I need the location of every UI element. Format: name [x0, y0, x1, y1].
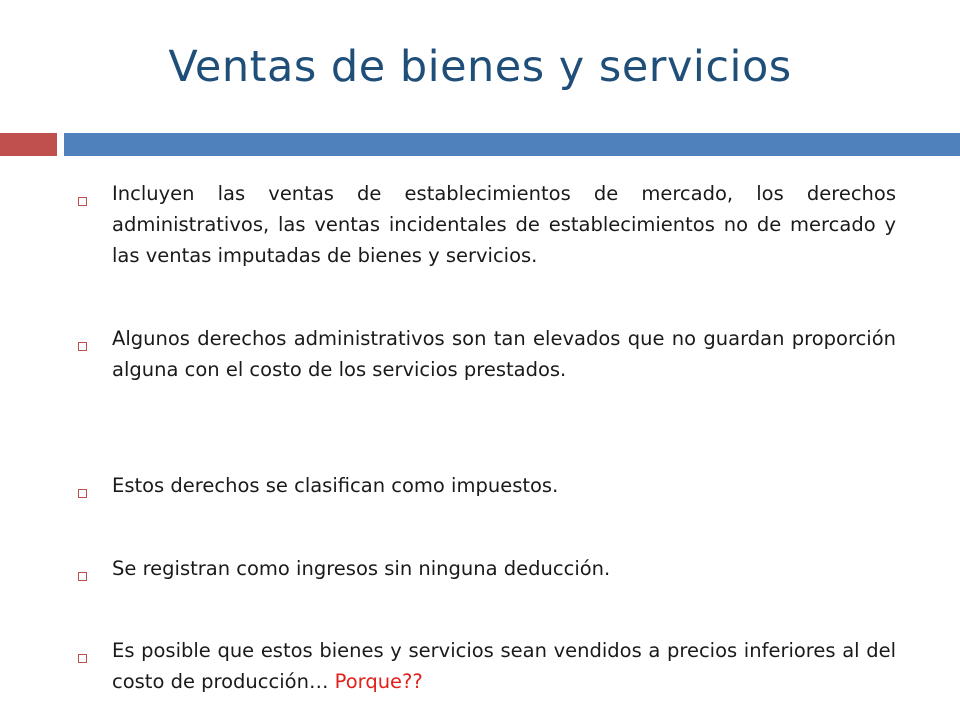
slide-title: Ventas de bienes y servicios — [168, 42, 792, 92]
square-bullet-icon — [78, 342, 87, 351]
accent-bar-red — [0, 133, 57, 156]
bullet-text: Estos derechos se clasifican como impuestos. — [112, 474, 559, 497]
square-bullet-icon — [78, 654, 87, 663]
bullet-text: Incluyen las ventas de establecimientos de mercado, los derechos administrativos, las ventas incidentales de establecimientos no de mercado y las ventas imputadas de bienes y servicios. — [112, 182, 896, 267]
highlight-question: Porque?? — [334, 670, 423, 693]
bullet-text: Se registran como ingresos sin ninguna deducción. — [112, 557, 611, 580]
square-bullet-icon — [78, 572, 87, 581]
square-bullet-icon — [78, 197, 87, 206]
bullet-text-main: Es posible que estos bienes y servicios sean vendidos a precios inferiores al del costo de producción… — [112, 639, 896, 693]
square-bullet-icon — [78, 489, 87, 498]
bullet-text: Algunos derechos administrativos son tan elevados que no guardan proporción alguna con el costo de los servicios prestados. — [112, 327, 896, 381]
bullet-text — [112, 635, 896, 697]
accent-bar-blue — [64, 133, 960, 156]
